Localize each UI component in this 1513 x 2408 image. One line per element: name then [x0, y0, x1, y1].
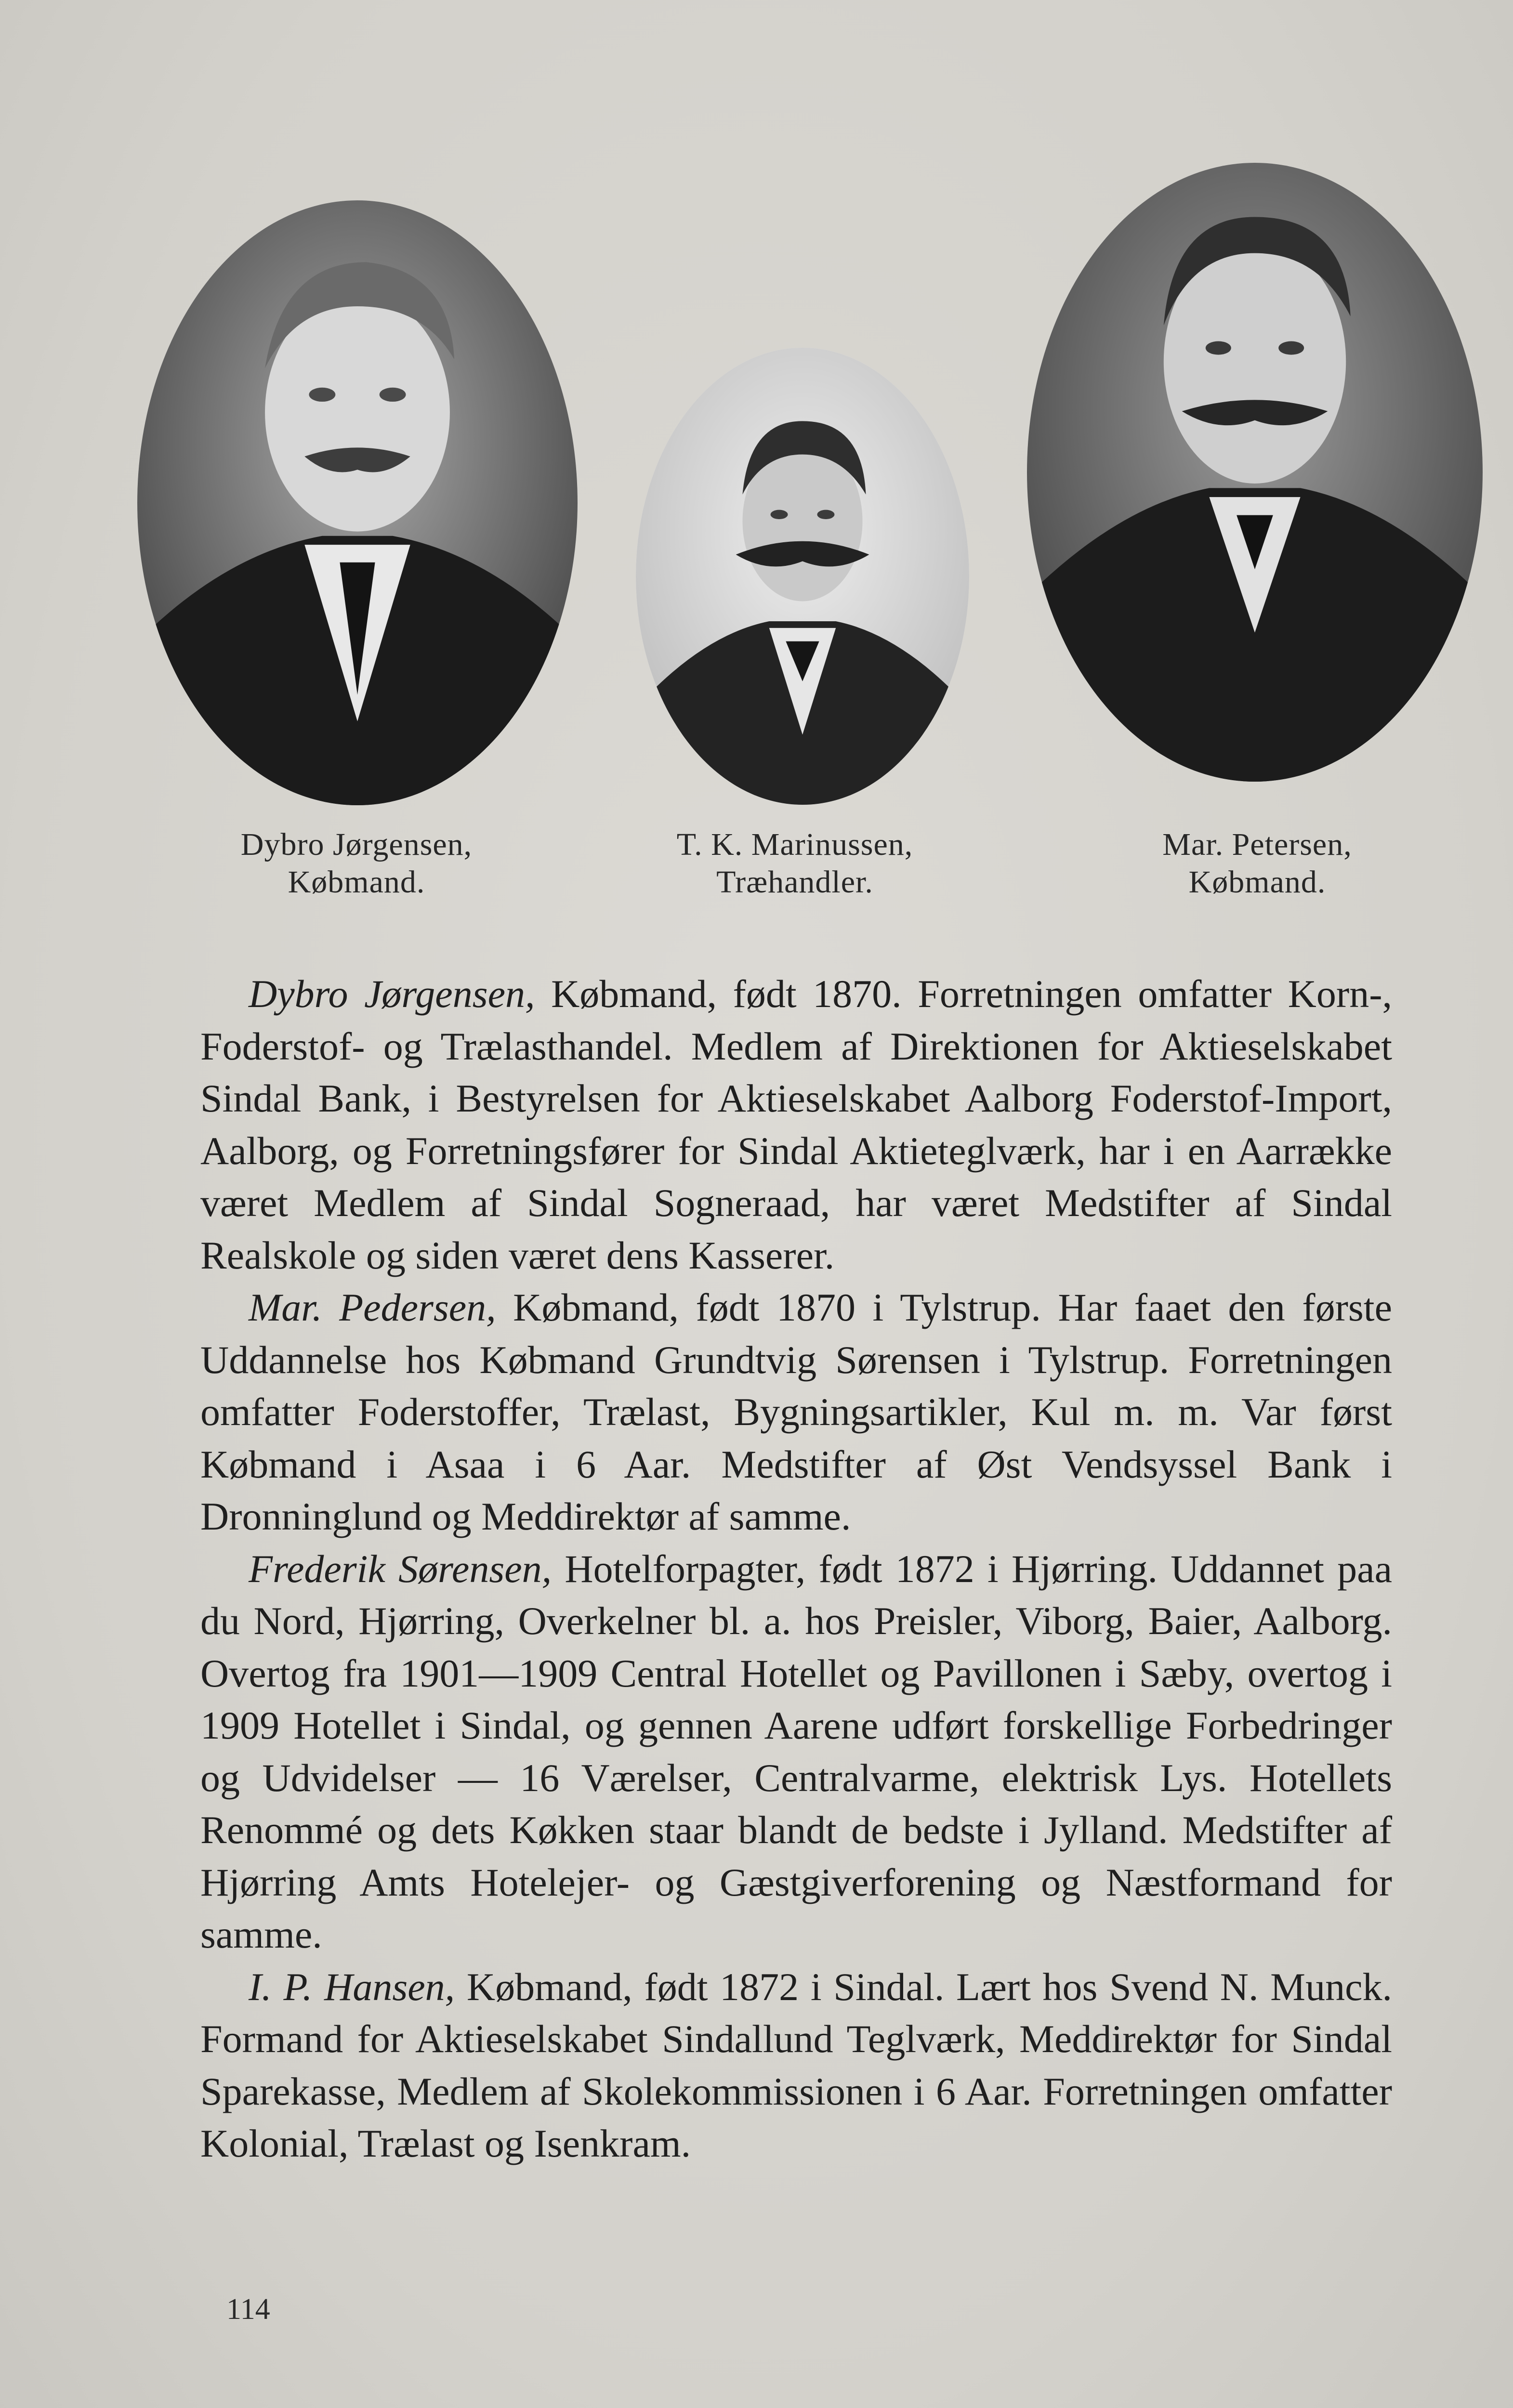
portrait-caption-3 [1108, 826, 1407, 901]
portrait-caption-1 [178, 826, 535, 901]
caption-name: T. K. Marinussen, [676, 827, 913, 862]
portrait-photo-t-k-marinussen [636, 348, 969, 805]
biography-body: Købmand, født 1870. Forretningen omfatter Korn-, Foderstof- og Trælasthandel. Medlem af Direktionen for Aktieselskabet Sindal Bank, i Bestyrelsen for Aktieselskabet Aalborg Foderstof-Import, Aalborg, og Forretningsfører for Sindal Aktieteglværk, har i en Aarrække været Medlem af Sindal Sogneraad, har været Medstifter af Sindal Realskole og siden været dens Kasserer. [200, 972, 1393, 1277]
person-name: I. P. Hansen, [249, 1964, 455, 2009]
person-name: Dybro Jørgensen, [249, 972, 535, 1016]
biography-paragraph [200, 1961, 1392, 2170]
biography-paragraph [200, 1543, 1392, 1961]
person-name: Frederik Sørensen, [249, 1546, 552, 1591]
biography-paragraph [200, 1282, 1392, 1543]
portrait-photo-dybro-jorgensen [137, 200, 578, 805]
biography-body: Hotelforpagter, født 1872 i Hjørring. Uddannet paa du Nord, Hjørring, Overkelner bl. a. hos Preisler, Viborg, Baier, Aalborg. Overtog fra 1901—1909 Central Hotellet og Pavillonen i Sæby, overtog i 1909 Hotellet i Sindal, og gennen Aarene udført forskellige Forbedringer og Udvidelser — 16 Værelser, Centralvarme, elektrisk Lys. Hotellets Renommé og dets Køkken staar blandt de bedste i Jylland. Medstifter af Hjørring Amts Hotelejer- og Gæstgiverforening og Næstformand for samme. [200, 1546, 1392, 1956]
caption-role: Købmand. [288, 864, 425, 900]
person-name: Mar. Pedersen, [249, 1285, 496, 1329]
biography-text [200, 968, 1392, 2170]
biography-body: Købmand, født 1870 i Tylstrup. Har faaet den første Uddannelse hos Købmand Grundtvig Sørensen i Tylstrup. Forretningen omfatter Foderstoffer, Trælast, Bygningsartikler, Kul m. m. Var først Købmand i Asaa i 6 Aar. Medstifter af Øst Vendsyssel Bank i Dronninglund og Meddirektør af samme. [200, 1285, 1392, 1538]
portrait-caption-2 [626, 826, 963, 901]
caption-role: Købmand. [1188, 864, 1326, 900]
page-number: 114 [226, 2293, 270, 2326]
caption-name: Mar. Petersen, [1162, 827, 1352, 862]
caption-role: Træhandler. [716, 864, 873, 900]
portrait-photo-mar-petersen [1027, 163, 1483, 782]
caption-name: Dybro Jørgensen, [240, 827, 473, 862]
biography-paragraph [200, 968, 1392, 1282]
biography-body: Købmand, født 1872 i Sindal. Lært hos Svend N. Munck. Formand for Aktieselskabet Sindallund Teglværk, Meddirektør for Sindal Sparekasse, Medlem af Skolekommissionen i 6 Aar. Forretningen omfatter Kolonial, Trælast og Isenkram. [200, 1964, 1392, 2165]
